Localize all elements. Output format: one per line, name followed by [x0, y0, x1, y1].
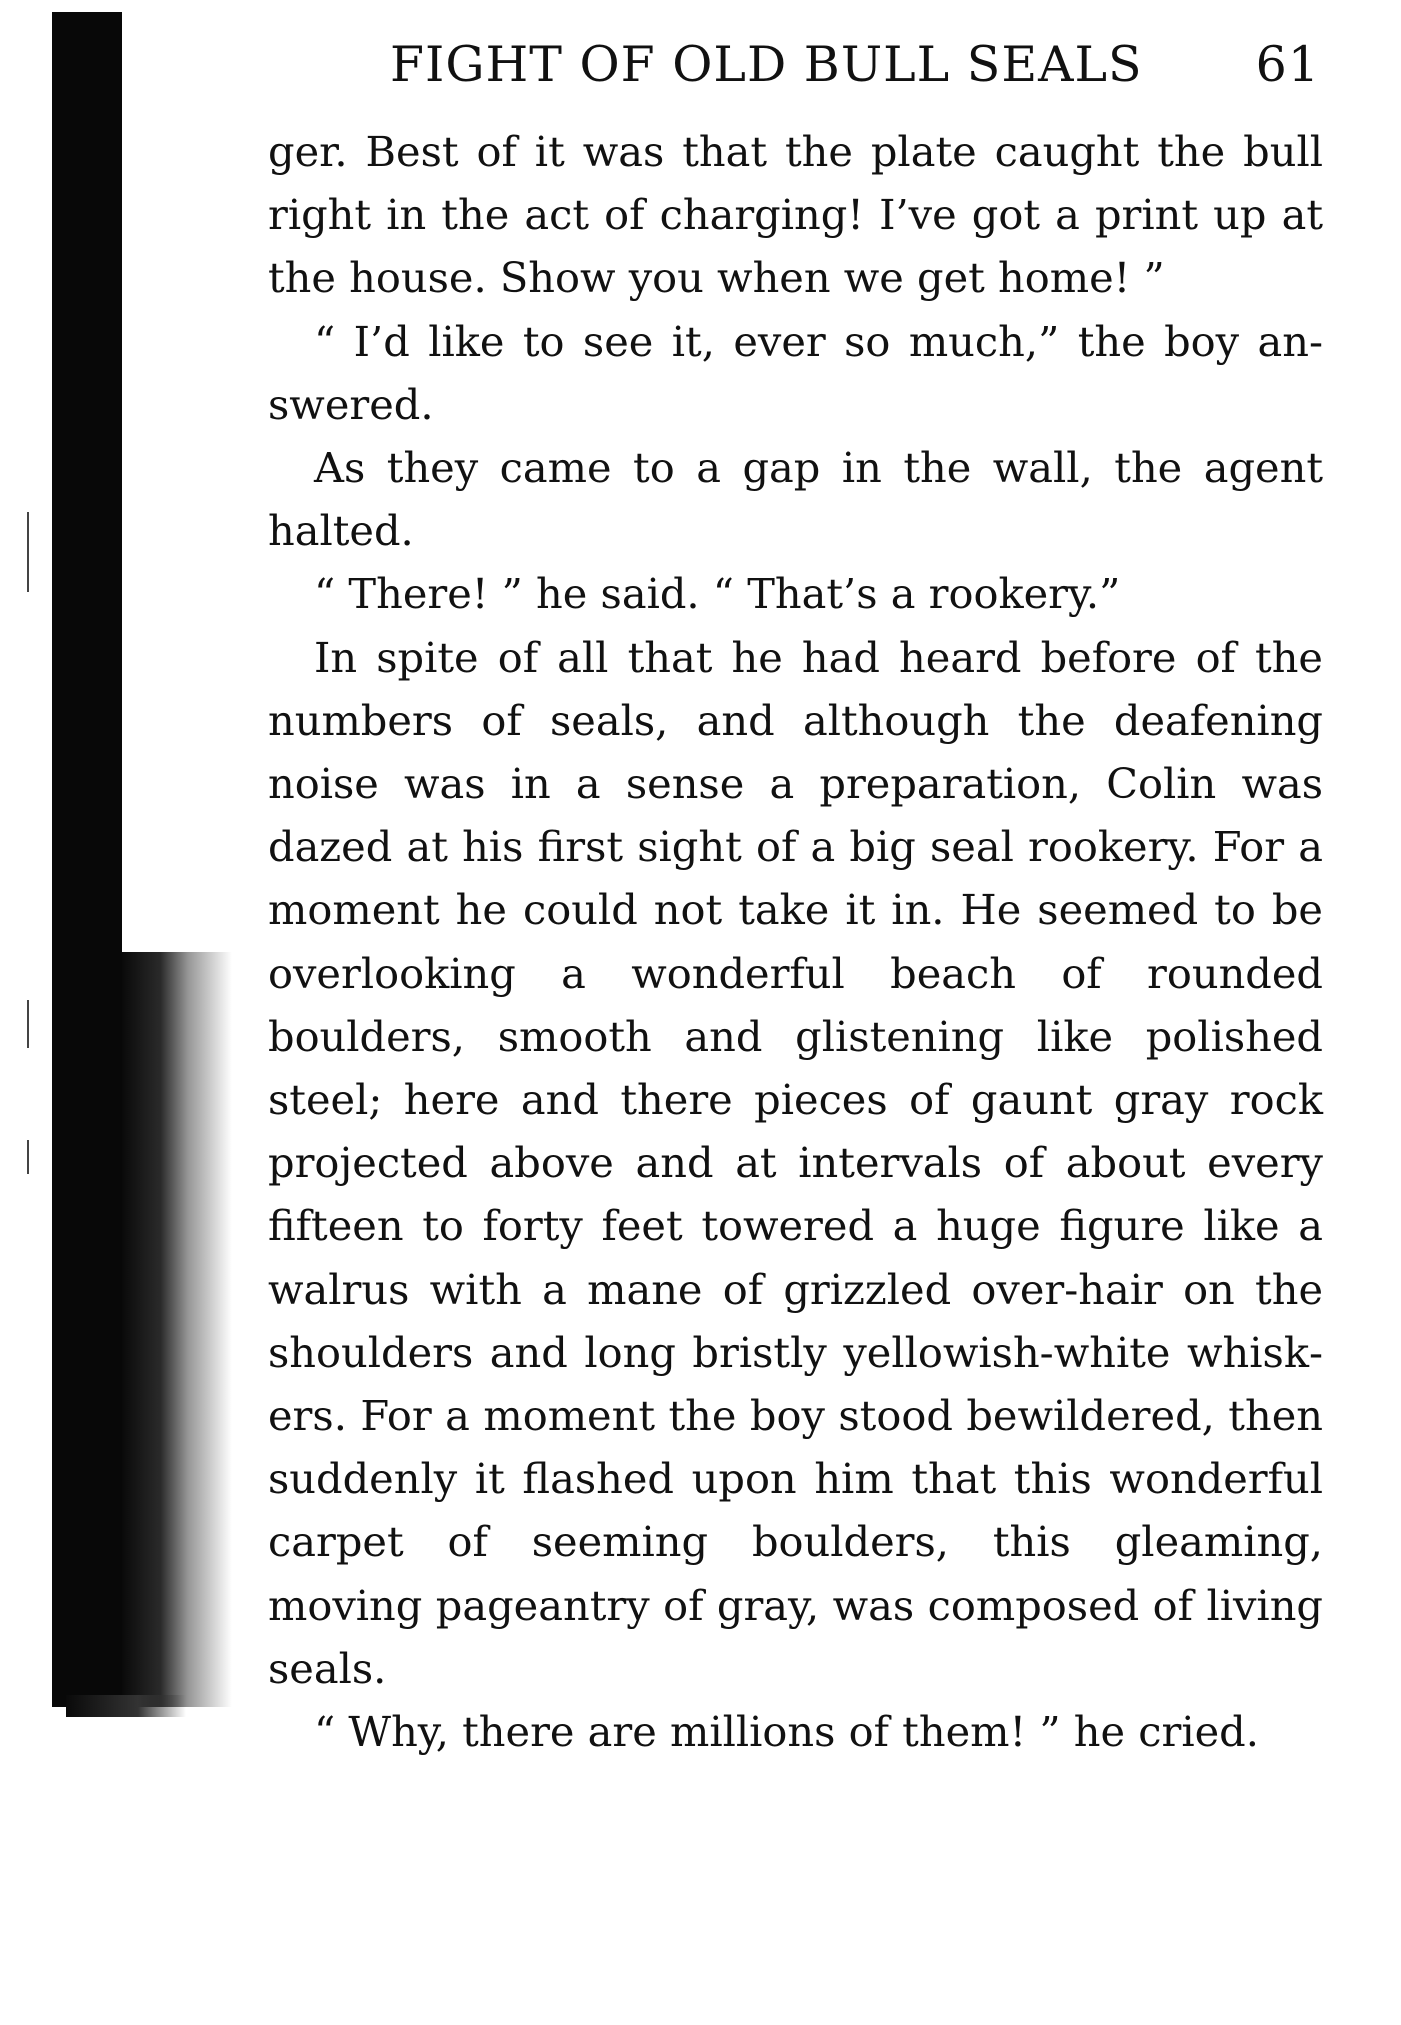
running-title: FIGHT OF OLD BULL SEALS	[390, 36, 1143, 93]
running-head	[390, 30, 1320, 100]
paragraph: ger. Best of it was that the plate caught the bull right in the act of charging! I’ve got a print up at the house. Show you when we get home! ”	[268, 127, 1323, 303]
binding-edge-shadow	[52, 12, 122, 1707]
scan-mark	[27, 1140, 29, 1174]
paragraph: “ I’d like to see it, ever so much,” the boy answered.	[268, 316, 1323, 429]
body-text	[268, 120, 1323, 1763]
paragraph: As they came to a gap in the wall, the agent halted.	[268, 443, 1323, 556]
paragraph: In spite of all that he had heard before of the numbers of seals, and although the deafening noise was in a sense a preparation, Colin was dazed at his first sight of a big seal rookery. For a moment he could not take it in. He seemed to be overlooking a wonderful beach of rounded boulders, smooth and glistening like polished steel; here and there pieces of gaunt gray rock projected above and at intervals of about every fifteen to forty feet towered a huge figure like a walrus with a mane of grizzled over-hair on the shoulders and long bristly yellowish-white whiskers. For a moment the boy stood bewildered, then suddenly it flashed upon him that this wonderful carpet of seeming boulders, this gleaming, moving pageantry of gray, was composed of living seals.	[268, 632, 1323, 1693]
scan-mark	[27, 1000, 29, 1048]
binding-edge-foot	[66, 1695, 186, 1717]
paragraph: “ Why, there are millions of them! ” he cried.	[314, 1707, 1259, 1757]
paragraph: “ There! ” he said. “ That’s a rookery.”	[314, 569, 1121, 619]
page-number: 61	[1255, 36, 1320, 93]
scan-mark	[27, 512, 29, 592]
